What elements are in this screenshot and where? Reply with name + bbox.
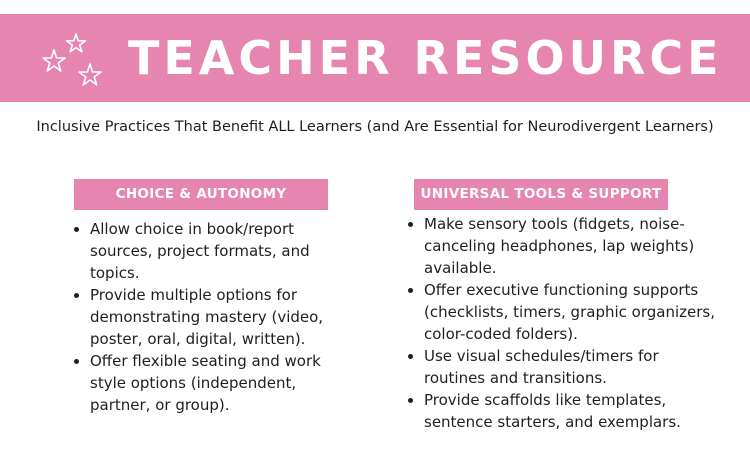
list-item: Provide scaffolds like templates, sentence starters, and exemplars. (404, 389, 724, 433)
list-item: Offer flexible seating and work style options (independent, partner, or group). (70, 350, 360, 416)
title-banner (0, 14, 750, 102)
list-choice-autonomy (70, 218, 360, 416)
subtitle: Inclusive Practices That Benefit ALL Learners (and Are Essential for Neurodivergent Learners) (36, 119, 714, 135)
list-item: Make sensory tools (fidgets, noise-canceling headphones, lap weights) available. (404, 213, 724, 279)
list-item: Use visual schedules/timers for routines and transitions. (404, 345, 724, 389)
stars-icon (36, 28, 108, 98)
list-item: Offer executive functioning supports (checklists, timers, graphic organizers, color-coded folders). (404, 279, 724, 345)
page-title: TEACHER RESOURCE (128, 31, 723, 85)
list-universal-tools (404, 213, 724, 433)
column-header-universal-tools: UNIVERSAL TOOLS & SUPPORT (414, 179, 668, 210)
list-item: Allow choice in book/report sources, project formats, and topics. (70, 218, 360, 284)
column-header-choice-autonomy: CHOICE & AUTONOMY (74, 179, 328, 210)
list-item: Provide multiple options for demonstrating mastery (video, poster, oral, digital, written). (70, 284, 360, 350)
